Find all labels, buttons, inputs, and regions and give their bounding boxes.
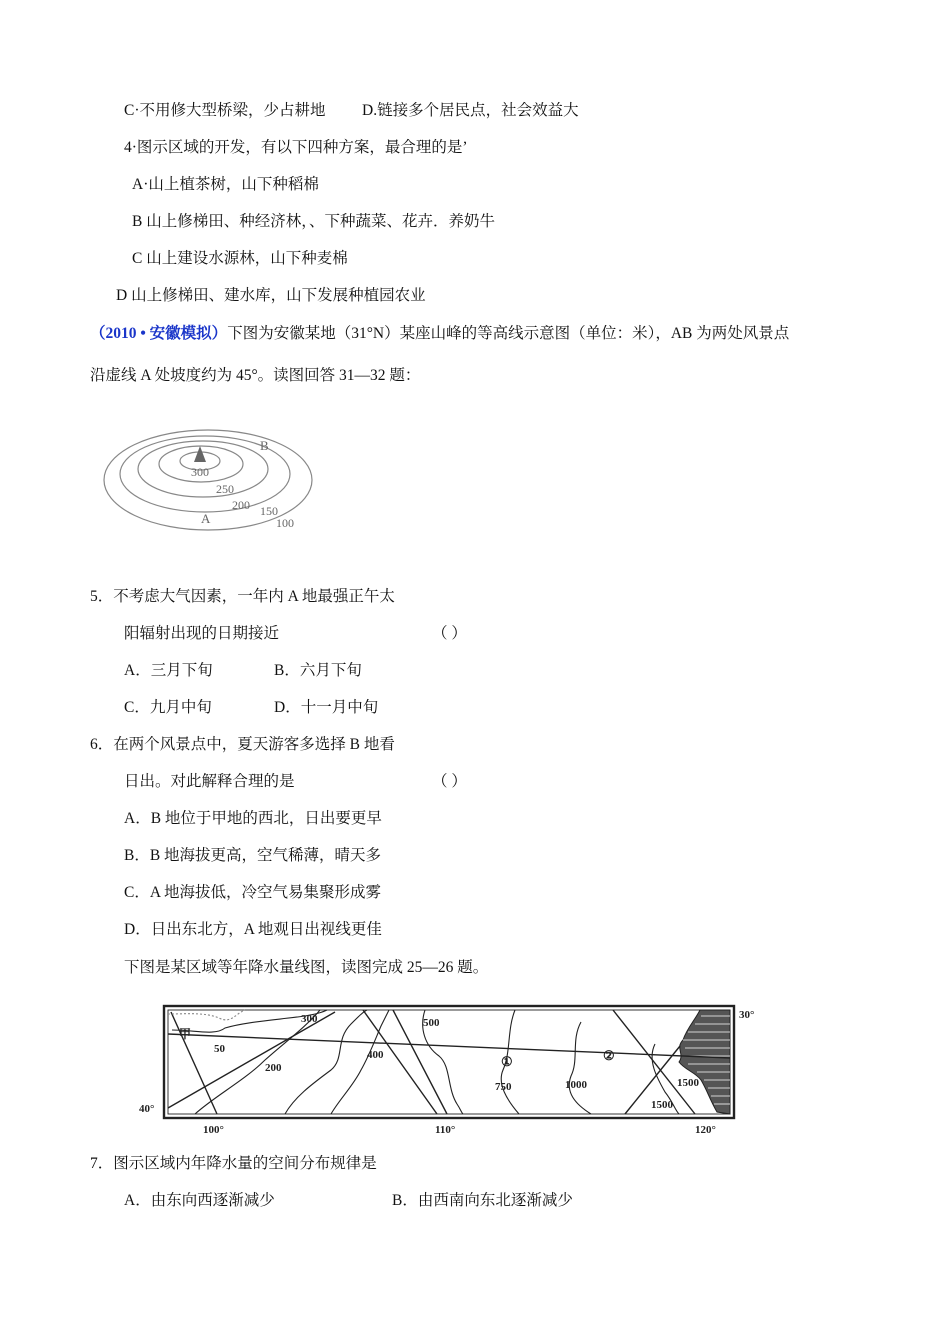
- q4-option-c: C 山上建设水源林，山下种麦棉: [132, 250, 348, 267]
- precipitation-map: [135, 1000, 775, 1138]
- isoline-label-1500-a: 1500: [677, 1077, 699, 1089]
- lon-label-120: 120°: [695, 1124, 716, 1136]
- lat-label-30: 30°: [739, 1009, 755, 1021]
- passage1-line1: [90, 324, 789, 344]
- passage1-source: （2010 • 安徽模拟）: [90, 325, 228, 342]
- isoline-label-400: 400: [367, 1049, 384, 1061]
- passage2-text: 下图是某区域等年降水量线图，读图完成 25—26 题。: [124, 959, 489, 976]
- isoline-label-1000: 1000: [565, 1079, 587, 1091]
- map-inner-frame: [168, 1010, 730, 1114]
- q5-option-a: A．三月下旬: [124, 662, 213, 679]
- q5-answer-bracket: （ ）: [432, 625, 467, 642]
- q7-option-a: A．由东向西逐渐减少: [124, 1192, 275, 1209]
- q5-option-c: C．九月中旬: [124, 699, 212, 716]
- point-b-label: B: [260, 438, 269, 453]
- q5-stem-line1: 5．不考虑大气因素，一年内 A 地最强正午太: [90, 588, 395, 605]
- q6-option-c: C．A 地海拔低，冷空气易集聚形成雾: [124, 884, 382, 901]
- marker-1-label: ①: [501, 1054, 513, 1069]
- q4-option-d: D 山上修梯田、建水库，山下发展种植园农业: [116, 287, 426, 304]
- profile-line: [168, 1034, 730, 1058]
- contour-map: [100, 418, 330, 536]
- place-label-jia: 甲: [179, 1027, 192, 1041]
- passage1-line2: 沿虚线 A 处坡度约为 45°。读图回答 31—32 题：: [90, 367, 421, 384]
- isoline-label-50: 50: [214, 1043, 225, 1055]
- isoline-150: [195, 1010, 320, 1114]
- precipitation-map-figure: [135, 1000, 775, 1138]
- isoline-label-1500-b: 1500: [651, 1099, 673, 1111]
- marker-2-label: ②: [603, 1048, 615, 1063]
- passage1-text: 下图为安徽某地（31°N）某座山峰的等高线示意图（单位：米），AB 为两处风景点: [227, 325, 790, 342]
- isoline-1000: [569, 1022, 591, 1114]
- contour-label-100: 100: [276, 516, 294, 530]
- contour-map-figure: [100, 418, 330, 536]
- contour-label-300: 300: [191, 465, 209, 479]
- contour-label-150: 150: [260, 504, 278, 518]
- q3-option-c: C·不用修大型桥梁，少占耕地: [124, 102, 326, 119]
- lon-label-110: 110°: [435, 1124, 456, 1136]
- point-a-label: A: [201, 511, 211, 526]
- railway-line-2: [171, 1012, 217, 1114]
- q4-stem: 4·图示区域的开发，有以下四种方案，最合理的是’: [124, 139, 468, 156]
- q6-stem-line2: 日出。对此解释合理的是: [124, 773, 295, 790]
- isoline-label-300: 300: [301, 1013, 318, 1025]
- q5-stem-line2: 阳辐射出现的日期接近: [124, 625, 280, 642]
- isoline-label-500: 500: [423, 1017, 440, 1029]
- peak-triangle-icon: [194, 446, 206, 462]
- lon-label-100: 100°: [203, 1124, 224, 1136]
- contour-label-250: 250: [216, 482, 234, 496]
- q3-option-d: D.链接多个居民点，社会效益大: [362, 102, 579, 119]
- lat-label-40: 40°: [139, 1103, 155, 1115]
- contour-label-200: 200: [232, 498, 250, 512]
- boundary-dashed: [168, 1010, 245, 1020]
- q6-option-a: A．B 地位于甲地的西北，日出要更早: [124, 810, 382, 827]
- east-sea-area: [679, 1010, 730, 1114]
- q6-stem-line1: 6．在两个风景点中，夏天游客多选择 B 地看: [90, 736, 395, 753]
- isoline-300: [285, 1010, 367, 1114]
- isoline-label-200: 200: [265, 1062, 282, 1074]
- q5-option-b: B．六月下旬: [274, 662, 362, 679]
- q4-option-a: A·山上植茶树，山下种稻棉: [132, 176, 319, 193]
- q4-option-b: B 山上修梯田、种经济林，、下种蔬菜、花卉．养奶牛: [132, 213, 495, 230]
- q7-stem: 7．图示区域内年降水量的空间分布规律是: [90, 1155, 377, 1172]
- q5-option-d: D．十一月中旬: [274, 699, 379, 716]
- q7-option-b: B．由西南向东北逐渐减少: [392, 1192, 573, 1209]
- isoline-400: [331, 1010, 389, 1114]
- q6-answer-bracket: （ ）: [432, 773, 467, 790]
- q6-option-b: B．B 地海拔更高，空气稀薄，晴天多: [124, 847, 382, 864]
- isoline-label-750: 750: [495, 1081, 512, 1093]
- q6-option-d: D．日出东北方，A 地观日出视线更佳: [124, 921, 382, 938]
